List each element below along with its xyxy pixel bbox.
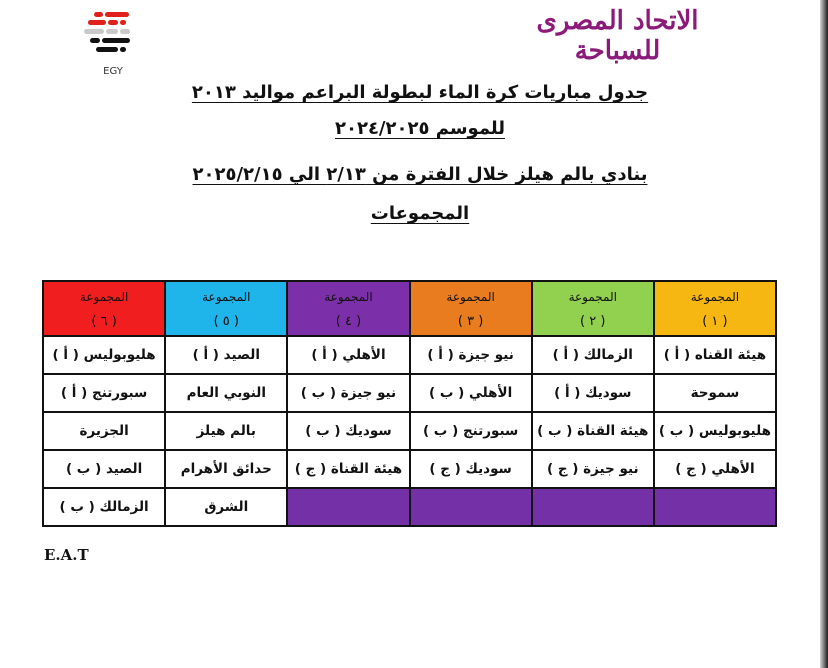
groups-header-row [43, 281, 776, 336]
group-header-label: المجموعة [568, 289, 617, 304]
team-cell: سوديك ( أ ) [532, 374, 654, 412]
table-row [43, 412, 776, 450]
group-number: ( ٣ ) [457, 313, 484, 329]
group-number: ( ١ ) [702, 313, 728, 329]
group-header [654, 281, 776, 336]
team-cell: نيو جيزة ( أ ) [410, 336, 532, 374]
table-row [43, 336, 776, 374]
team-cell: حدائق الأهرام [165, 450, 287, 488]
footer-code: E.A.T [44, 546, 89, 564]
team-cell: هيئة القناة ( ج ) [287, 450, 409, 488]
group-header [410, 281, 532, 336]
venue-dates-line: بنادي بالم هيلز خلال الفترة من ٢/١٣ الي ٢٠٢٥/٢/١٥ [192, 164, 648, 185]
team-cell: سبورتنج ( ب ) [410, 412, 532, 450]
team-cell: الزمالك ( ب ) [43, 488, 165, 526]
team-cell: الصيد ( أ ) [165, 336, 287, 374]
team-cell: الجزيرة [43, 412, 165, 450]
team-cell: هليوبوليس ( ب ) [654, 412, 776, 450]
group-number: ( ٦ ) [91, 313, 117, 329]
team-cell: الشرق [165, 488, 287, 526]
team-cell: سبورتنج ( أ ) [43, 374, 165, 412]
group-header-label: المجموعة [79, 289, 129, 304]
team-cell: الأهلي ( ب ) [410, 374, 532, 412]
group-header [532, 281, 654, 336]
team-cell: هيئة القناه ( أ ) [654, 336, 776, 374]
schedule-title: جدول مباريات كرة الماء لبطولة البراعم مواليد ٢٠١٣ [191, 82, 649, 103]
group-header-label: المجموعة [446, 289, 495, 304]
team-cell: الصيد ( ب ) [43, 450, 165, 488]
team-cell: الزمالك ( أ ) [532, 336, 654, 374]
groups-heading: المجموعات [370, 203, 470, 224]
group-header-label: المجموعة [690, 289, 740, 304]
groups-table [42, 280, 777, 527]
empty-cell [532, 488, 654, 526]
team-cell: نيو جيزة ( ب ) [287, 374, 409, 412]
logo-caption: EGY [103, 66, 123, 77]
team-cell: هيئة القناة ( ب ) [532, 412, 654, 450]
team-cell: سوديك ( ب ) [287, 412, 409, 450]
group-header [287, 281, 409, 336]
team-cell: الأهلي ( ج ) [654, 450, 776, 488]
team-cell: هليوبوليس ( أ ) [43, 336, 165, 374]
empty-cell [287, 488, 409, 526]
group-header [43, 281, 165, 336]
team-cell: سموحة [654, 374, 776, 412]
empty-cell [410, 488, 532, 526]
team-cell: الأهلي ( أ ) [287, 336, 409, 374]
federation-name: الاتحاد المصرى للسباحة [536, 6, 699, 66]
team-cell: سوديك ( ج ) [410, 450, 532, 488]
team-cell: النوبي العام [165, 374, 287, 412]
window-edge [820, 0, 828, 668]
team-cell: نيو جيزة ( ج ) [532, 450, 654, 488]
season-line: للموسم ٢٠٢٤/٢٠٢٥ [334, 118, 505, 139]
empty-cell [654, 488, 776, 526]
group-header-label: المجموعة [324, 289, 373, 304]
table-row [43, 374, 776, 412]
team-cell: بالم هيلز [165, 412, 287, 450]
group-header-label: المجموعة [202, 289, 251, 304]
group-header [165, 281, 287, 336]
table-row [43, 488, 776, 526]
table-row [43, 450, 776, 488]
group-number: ( ٥ ) [213, 313, 239, 329]
group-number: ( ٤ ) [335, 313, 362, 329]
group-number: ( ٢ ) [580, 313, 606, 329]
